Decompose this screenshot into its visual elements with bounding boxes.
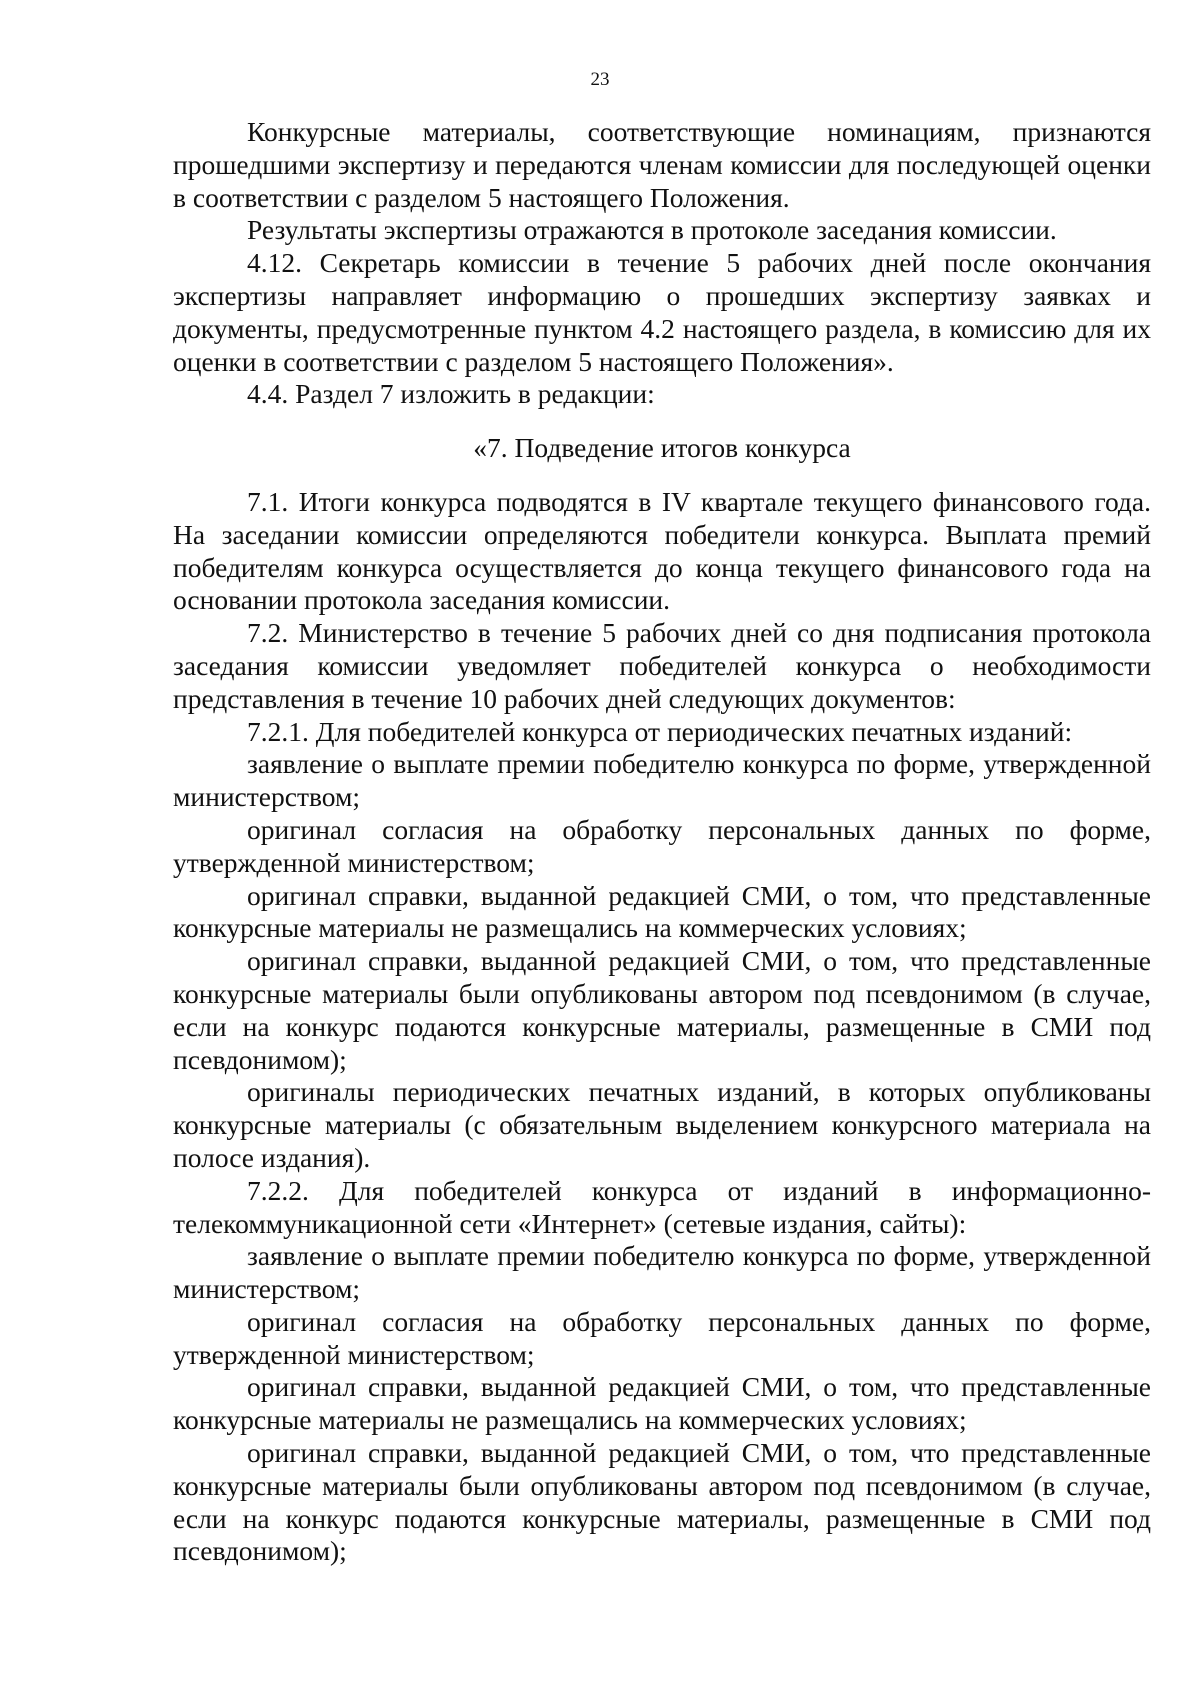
document-body <box>173 116 1151 1568</box>
paragraph: 4.4. Раздел 7 изложить в редакции: <box>247 378 655 410</box>
paragraph: оригинал справки, выданной редакцией СМИ, о том, что представленные конкурсные материалы были опубликованы автором под псевдонимом (в случае, если на конкурс подаются конкурсные материалы, размещенные в СМИ под псевдонимом); <box>173 1437 1151 1567</box>
paragraph: 7.2.1. Для победителей конкурса от периодических печатных изданий: <box>247 715 1073 747</box>
paragraph: оригинал согласия на обработку персональных данных по форме, утвержденной министерством; <box>173 813 1151 878</box>
paragraph: заявление о выплате премии победителю конкурса по форме, утвержденной министерством; <box>173 1240 1151 1305</box>
paragraph: Конкурсные материалы, соответствующие номинациям, признаются прошедшими экспертизу и передаются членам комиссии для последующей оценки в соответствии с разделом 5 настоящего Положения. <box>173 116 1151 213</box>
paragraph: оригиналы периодических печатных изданий, в которых опубликованы конкурсные материалы (с обязательным выделением конкурсного материала на полосе издания). <box>173 1076 1151 1173</box>
paragraph: оригинал согласия на обработку персональных данных по форме, утвержденной министерством; <box>173 1305 1151 1370</box>
paragraph: Результаты экспертизы отражаются в протоколе заседания комиссии. <box>247 214 1057 246</box>
paragraph: оригинал справки, выданной редакцией СМИ, о том, что представленные конкурсные материалы не размещались на коммерческих условиях; <box>173 879 1151 944</box>
paragraph: 7.1. Итоги конкурса подводятся в IV квартале текущего финансового года. На заседании комиссии определяются победители конкурса. Выплата премий победителям конкурса осуществляется до конца текущего финансового года на основании протокола заседания комиссии. <box>173 485 1151 616</box>
paragraph: 7.2.2. Для победителей конкурса от изданий в информационно-телекоммуникационной сети «Интернет» (сетевые издания, сайты): <box>173 1174 1151 1239</box>
paragraph: заявление о выплате премии победителю конкурса по форме, утвержденной министерством; <box>173 748 1151 813</box>
paragraph: 7.2. Министерство в течение 5 рабочих дней со дня подписания протокола заседания комиссии уведомляет победителей конкурса о необходимости представления в течение 10 рабочих дней следующих документов: <box>173 617 1151 714</box>
page-number: 23 <box>590 69 610 90</box>
paragraph: 4.12. Секретарь комиссии в течение 5 рабочих дней после окончания экспертизы направляет информацию о прошедших экспертизу заявках и документы, предусмотренные пунктом 4.2 настоящего раздела, в комиссию для их оценки в соответствии с разделом 5 настоящего Положения». <box>173 247 1151 377</box>
paragraph: оригинал справки, выданной редакцией СМИ, о том, что представленные конкурсные материалы не размещались на коммерческих условиях; <box>173 1371 1151 1436</box>
paragraph: оригинал справки, выданной редакцией СМИ, о том, что представленные конкурсные материалы были опубликованы автором под псевдонимом (в случае, если на конкурс подаются конкурсные материалы, размещенные в СМИ под псевдонимом); <box>173 945 1151 1075</box>
section-heading: «7. Подведение итогов конкурса <box>473 432 851 464</box>
